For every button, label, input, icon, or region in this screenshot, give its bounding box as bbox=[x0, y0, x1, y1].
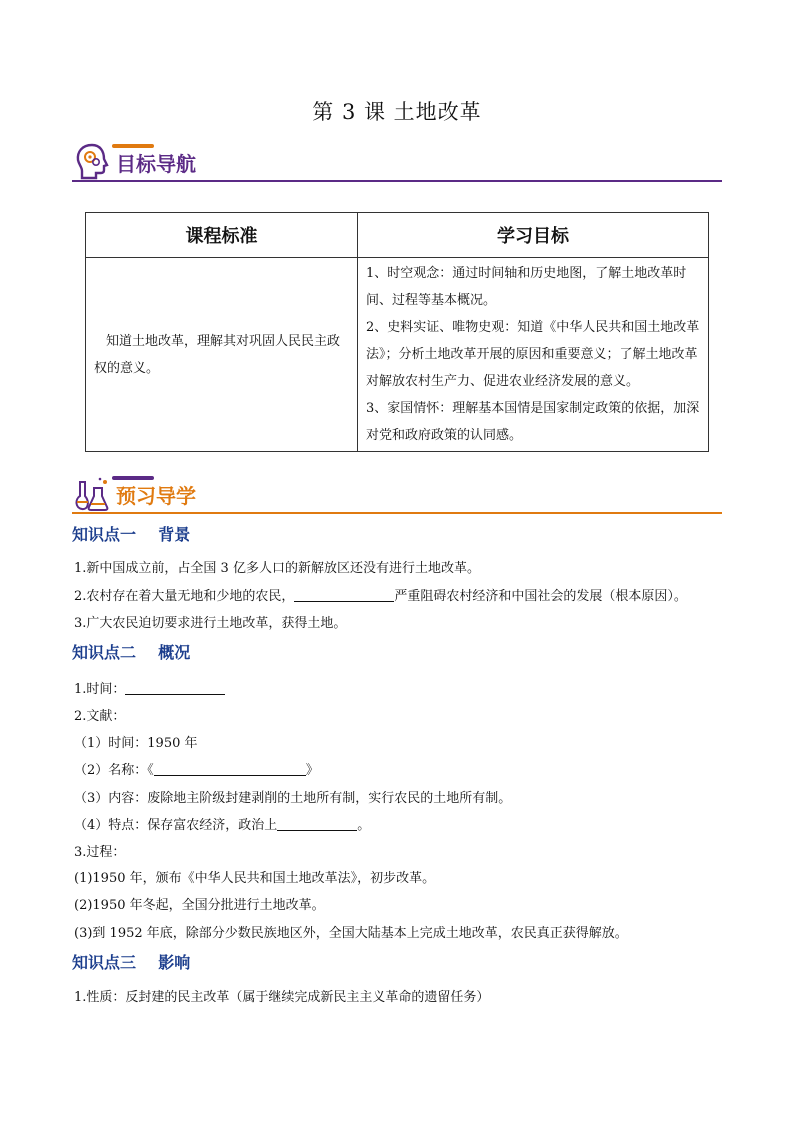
kp2-process-item: (1)1950 年，颁布《中华人民共和国土地改革法》，初步改革。 bbox=[74, 871, 436, 886]
kp2-doc-name-line bbox=[74, 759, 319, 778]
objective-item: 1、时空观念：通过时间轴和历史地图，了解土地改革时间、过程等基本概况。 bbox=[366, 266, 687, 308]
section-rule-goals bbox=[72, 180, 722, 182]
fill-blank[interactable] bbox=[294, 587, 394, 602]
kp2-doc-name-post: 》 bbox=[305, 763, 319, 778]
section-header-goals bbox=[72, 142, 722, 182]
lab-flask-icon bbox=[74, 474, 110, 512]
page-title: 第 3 课 土地改革 bbox=[312, 100, 482, 124]
kp2-process-item: (3)到 1952 年底，除部分少数民族地区外，全国大陆基本上完成土地改革，农民真正获得解放。 bbox=[74, 926, 628, 941]
kp2-doc-feature-pre: （4）特点：保存富农经济，政治上 bbox=[74, 818, 278, 833]
kp2-doc-label: 2.文献： bbox=[74, 709, 126, 724]
kp2-doc-feature-post: 。 bbox=[357, 818, 371, 833]
kp2-time-line bbox=[74, 678, 225, 697]
kp1-line-start: 2.农村存在着大量无地和少地的农民， bbox=[74, 589, 295, 604]
kp2-heading: 知识点二 概况 bbox=[72, 643, 191, 662]
kp2-doc-name-pre: （2）名称：《 bbox=[74, 763, 154, 778]
kp2-process-label: 3.过程： bbox=[74, 845, 126, 860]
goals-table-row bbox=[86, 258, 709, 452]
course-standard-text: 知道土地改革，理解其对巩固人民民主政权的意义。 bbox=[86, 258, 358, 452]
kp2-doc-time: （1）时间：1950 年 bbox=[74, 736, 198, 751]
kp1-line: 3.广大农民迫切要求进行土地改革，获得土地。 bbox=[74, 616, 347, 631]
kp2-time-label: 1.时间： bbox=[74, 682, 126, 697]
fill-blank[interactable] bbox=[154, 761, 306, 776]
objectives-cell bbox=[358, 258, 709, 452]
objective-item: 2、史料实证、唯物史观：知道《中华人民共和国土地改革法》；分析土地改革开展的原因和重要意义；了解土地改革对解放农村生产力、促进农业经济发展的意义。 bbox=[366, 320, 700, 389]
kp1-line bbox=[74, 585, 687, 604]
kp1-heading: 知识点一 背景 bbox=[72, 525, 191, 544]
header-learning-objectives: 学习目标 bbox=[358, 213, 709, 258]
section-label-goals: 目标导航 bbox=[116, 152, 196, 176]
objective-item: 3、家国情怀：理解基本国情是国家制定政策的依据，加深对党和政府政策的认同感。 bbox=[366, 401, 700, 443]
section-rule-preview bbox=[72, 512, 722, 514]
goals-table bbox=[85, 212, 709, 452]
kp3-heading: 知识点三 影响 bbox=[72, 953, 191, 972]
fill-blank[interactable] bbox=[277, 816, 357, 831]
section-label-preview: 预习导学 bbox=[116, 484, 196, 508]
kp3-line: 1.性质：反封建的民主改革（属于继续完成新民主主义革命的遗留任务） bbox=[74, 990, 490, 1005]
kp1-line: 1.新中国成立前，占全国 3 亿多人口的新解放区还没有进行土地改革。 bbox=[74, 561, 480, 576]
section-header-preview bbox=[72, 474, 722, 514]
fill-blank[interactable] bbox=[125, 680, 225, 695]
goals-table-header-row bbox=[86, 213, 709, 258]
kp2-process-item: (2)1950 年冬起，全国分批进行土地改革。 bbox=[74, 898, 325, 913]
kp2-doc-content: （3）内容：废除地主阶级封建剥削的土地所有制，实行农民的土地所有制。 bbox=[74, 791, 512, 806]
kp2-doc-feature-line bbox=[74, 814, 370, 833]
header-course-standard: 课程标准 bbox=[86, 213, 358, 258]
head-gears-icon bbox=[74, 142, 110, 180]
kp1-line-end: 严重阻碍农村经济和中国社会的发展（根本原因）。 bbox=[394, 589, 687, 604]
